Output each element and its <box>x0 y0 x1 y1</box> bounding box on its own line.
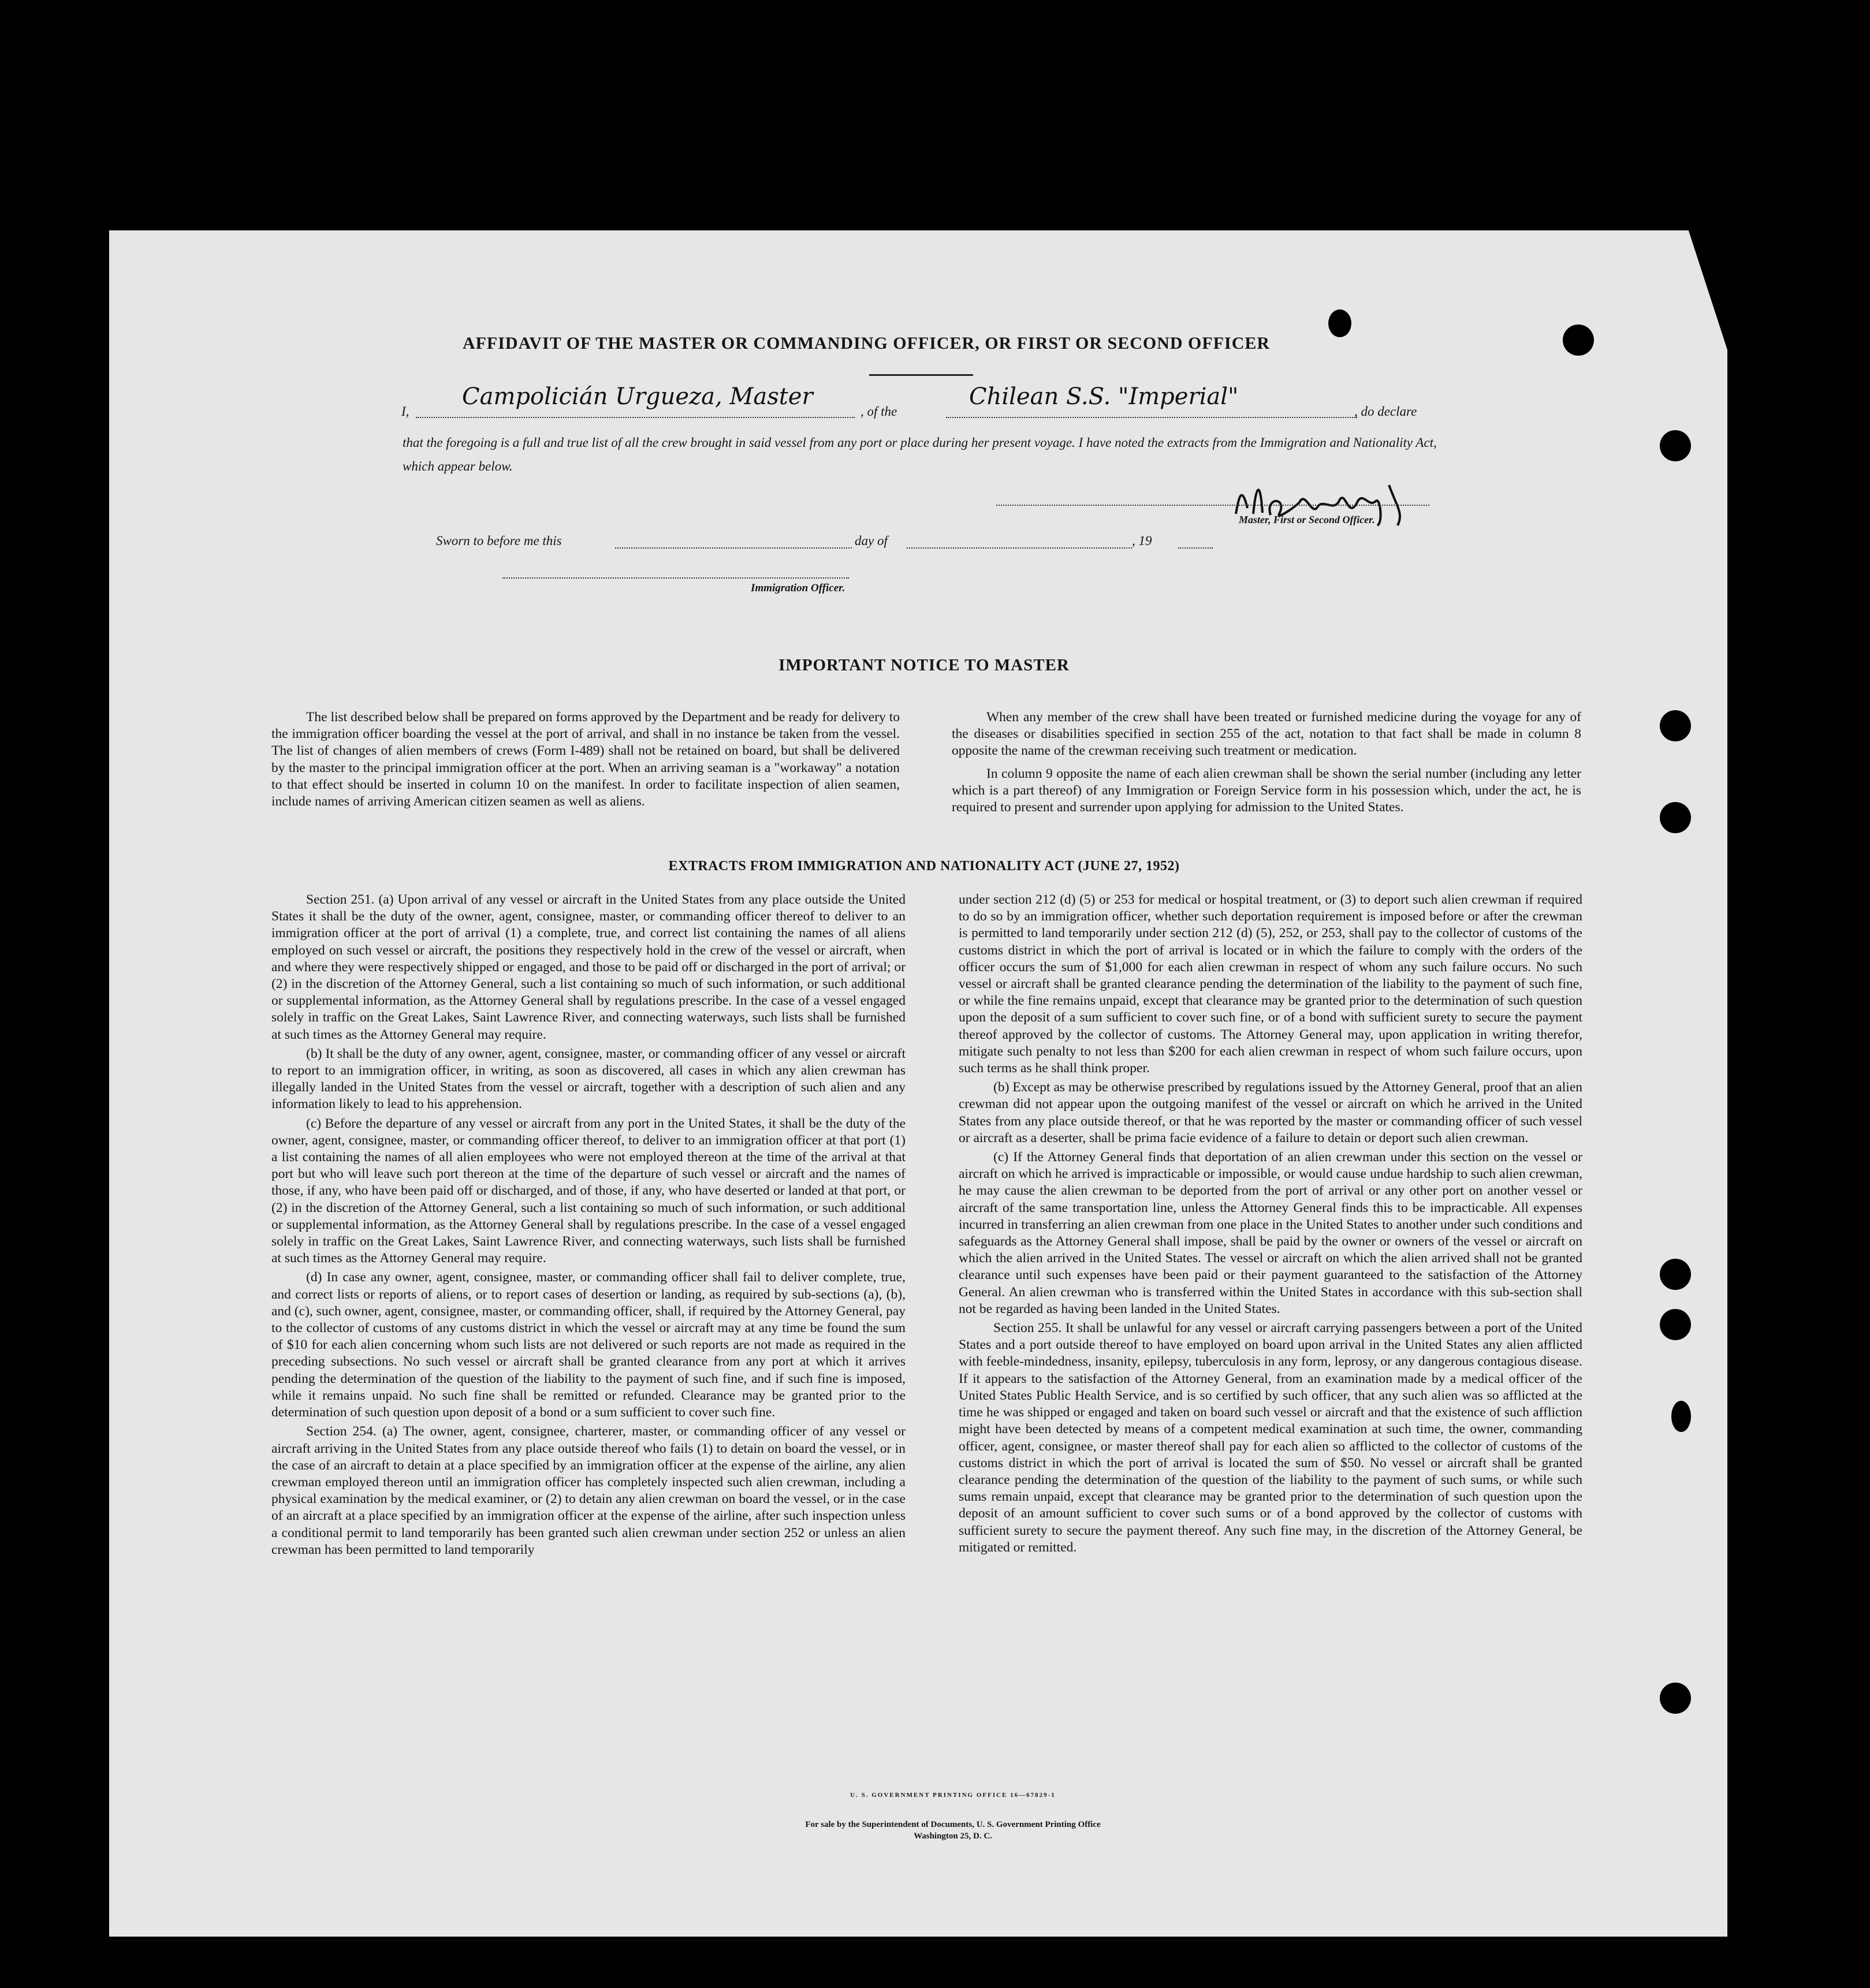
section-251-c: (c) Before the departure of any vessel or aircraft from any port in the United States, it shall be the duty of the owner, agent, consignee, master, or commanding officer thereof, to deliver to an immigration officer at that port (1) a list containing the names of all alien employees who were not employed thereon at the time of the arrival at that port but who will leave such port thereon at the time of the departure of such vessel or aircraft and the names of those, if any, who have been paid off or discharged, and of those, if any, who have deserted or landed at that port, or (2) in the discretion of the Attorney General, such a list containing so much of such information, or such additional or supplemental information, as the Attorney General shall by regulations prescribe. In the case of a vessel engaged solely in traffic on the Great Lakes, Saint Lawrence River, and connecting waterways, such lists shall be furnished at such times as the Attorney General may require. <box>271 1116 906 1266</box>
extracts-title: EXTRACTS FROM IMMIGRATION AND NATIONALITY ACT (JUNE 27, 1952) <box>668 859 1180 874</box>
affidavit-title: AFFIDAVIT OF THE MASTER OR COMMANDING OFFICER, OR FIRST OR SECOND OFFICER <box>462 334 1271 353</box>
punch-hole <box>1660 1683 1691 1714</box>
notice-right-paragraph-2: In column 9 opposite the name of each alien crewman shall be shown the serial number (including any letter which is a part thereof) of any Immigration or Foreign Service form in his possession which, under the act, he is required to present and surrender upon applying for admission to the United States. <box>952 766 1581 815</box>
vessel-name-handwriting: Chilean S.S. "Imperial" <box>969 383 1239 410</box>
notice-right-paragraph-1: When any member of the crew shall have been treated or furnished medicine during the voyage for any of the diseases or disabilities specified in section 255 of the act, notation to that fact shall be made in column 8 opposite the name of the crewman receiving such treatment or medication. <box>952 710 1581 759</box>
section-251-a: Section 251. (a) Upon arrival of any vessel or aircraft in the United States from any place outside the United States it shall be the duty of the owner, agent, consignee, master, or commanding officer thereof to deliver to an immigration officer at the port of arrival (1) a complete, true, and correct list containing the names of all aliens employed on such vessel or aircraft, the positions they respectively hold in the crew of the vessel or aircraft, when and where they were respectively shipped or engaged, and those to be paid off or discharged in the port of arrival; or (2) in the discretion of the Attorney General, such a list containing so much of such information, or such additional or supplemental information, as the Attorney General shall by regulations prescribe. In the case of a vessel engaged solely in traffic on the Great Lakes, Saint Lawrence River, and connecting waterways, such lists shall be furnished at such times as the Attorney General may require. <box>271 892 906 1042</box>
section-254-b: (b) Except as may be otherwise prescribed by regulations issued by the Attorney General, proof that an alien crewman did not appear upon the outgoing manifest of the vessel or aircraft on which he arrived in the United States from any place outside thereof, or that he was reported by the master or commanding officer of such vessel or aircraft as a deserter, shall be prima facie evidence of a failure to detain or deport such alien crewman. <box>959 1080 1582 1146</box>
section-254-a: Section 254. (a) The owner, agent, consignee, charterer, master, or commanding officer of any vessel or aircraft arriving in the United States from any place outside thereof who fails (1) to detain on board the vessel, or in the case of an aircraft to detain at a place specified by an immigration officer at the expense of the airline, any alien crewman employed thereon until an immigration officer has completely inspected such alien crewman, including a physical examination by the medical examiner, or (2) to detain any alien crewman on board the vessel, or in the case of an aircraft at a place specified by an immigration officer at the expense of the airline, after such inspection unless a conditional permit to land temporarily has been granted such alien crewman under section 252 or unless an alien crewman has been permitted to land temporarily <box>271 1424 906 1557</box>
punch-hole <box>1328 309 1351 337</box>
punch-hole <box>1671 1401 1691 1432</box>
punch-hole <box>1660 1309 1691 1340</box>
signature-caption: Master, First or Second Officer. <box>1239 514 1375 525</box>
notice-left-paragraph: The list described below shall be prepared on forms approved by the Department and be ready for delivery to the immigration officer boarding the vessel at the port of arrival, and shall in no instance be taken from the vessel. The list of changes of alien members of crews (Form I-489) shall not be retained on board, but shall be delivered by the master to the principal immigration officer at the port. When an arriving seaman is a "workaway" a notation to that effect should be inserted in column 10 on the manifest. In order to facilitate inspection of alien seamen, include names of arriving American citizen seamen as well as aliens. <box>271 710 900 810</box>
affidavit-do-declare: , do declare <box>1354 404 1417 419</box>
master-name-handwriting: Campolicián Urgueza, Master <box>462 383 813 410</box>
sale-line-2: Washington 25, D. C. <box>914 1832 992 1841</box>
affidavit-declaration: that the foregoing is a full and true list of all the crew brought in said vessel from any port or place during her present voyage. I have noted the extracts from the Immigration and Nationality Act, which appear below. <box>403 435 1437 473</box>
notice-left-column <box>271 709 900 812</box>
section-254-c: (c) If the Attorney General finds that deportation of an alien crewman under this section on the vessel or aircraft on which he arrived is impracticable or impossible, or would cause undue hardship to such alien crewman, he may cause the alien crewman to be deported from the port of arrival or any other port on another vessel or aircraft of the same transportation line, unless the Attorney General finds this to be impracticable. All expenses incurred in transferring an alien crewman from one place in the United States to another under such conditions and safeguards as the Attorney General shall impose, shall be paid by the owner or owners of the vessel or aircraft on which the alien arrived in the United States. The vessel or aircraft on which the alien arrived shall not be granted clearance until such expenses have been paid or their payment guaranteed to the satisfaction of the Attorney General. An alien crewman who is transferred within the United States in accordance with this sub-section shall not be regarded as having been landed in the United States. <box>959 1150 1582 1316</box>
sale-notice <box>635 1819 1271 1842</box>
punch-hole <box>1660 430 1691 461</box>
section-251-b: (b) It shall be the duty of any owner, agent, consignee, master, or commanding officer of any vessel or aircraft to report to an immigration officer, in writing, as soon as discovered, all cases in which any alien crewman has illegally landed in the United States from the vessel or aircraft, together with a description of such alien and any information likely to lead to his apprehension. <box>271 1046 906 1112</box>
signature-line <box>996 505 1429 506</box>
punch-hole <box>1563 325 1594 356</box>
section-255: Section 255. It shall be unlawful for any vessel or aircraft carrying passengers between a port of the United States and a port outside thereof to have employed on board upon arrival in the United States any alien afflicted with feeble-mindedness, insanity, epilepsy, tuberculosis in any form, leprosy, or any dangerous contagious disease. If it appears to the satisfaction of the Attorney General, from an examination made by a medical officer of the United States Public Health Service, and is so certified by such officer, that any such alien was so afflicted at the time he was shipped or engaged and taken on board such vessel or aircraft and that the existence of such affliction might have been detected by means of a competent medical examination at such time, the owner, commanding officer, agent, consignee, or master thereof shall pay for each alien so afflicted to the collector of customs of the customs district in which the port of arrival is located the sum of $50. No vessel or aircraft shall be granted clearance pending the determination of the question of the liability to the payment of such sums, or while such sums remain unpaid, except that clearance may be granted prior to the determination of such question upon the deposit of an amount sufficient to cover such sums or of a bond approved by the collector of customs with sufficient surety to secure the payment thereof. Any such fine may, in the discretion of the Attorney General, be mitigated or remitted. <box>959 1321 1582 1555</box>
vessel-name-field <box>946 383 1357 418</box>
section-254-a-continued: under section 212 (d) (5) or 253 for medical or hospital treatment, or (3) to deport such alien crewman if required to do so by an immigration officer, whether such deportation requirement is imposed before or after the crewman is permitted to land temporarily under section 212 (d) (5), 252, or 253, shall pay to the collector of customs of the customs district in which the port of arrival is located or in which the failure to comply with the orders of the officer occurs the sum of $1,000 for each alien crewman in respect of whom any such failure occurs. No such vessel or aircraft shall be granted clearance pending the determination of the liability to the payment of such fine, or while the fine remains unpaid, except that clearance may be granted prior to the determination of such question upon the deposit of a sum sufficient to cover such fine, or of a bond with sufficient surety to secure the payment thereof approved by the collector of customs. The Attorney General may, upon application in writing therefor, mitigate such penalty to not less than $200 for each alien crewman in respect of whom such failure occurs, upon such terms as he shall think proper. <box>959 892 1582 1076</box>
extracts-right-column <box>959 892 1582 1558</box>
notice-right-column <box>952 709 1581 818</box>
immigration-officer-label: Immigration Officer. <box>751 582 845 594</box>
master-name-field <box>416 383 855 418</box>
day-of-label: day of <box>855 534 888 548</box>
sworn-month-field <box>907 540 1132 549</box>
punch-hole <box>1660 1259 1691 1290</box>
section-251-d: (d) In case any owner, agent, consignee, master, or commanding officer shall fail to deliver complete, true, and correct lists or reports of aliens, or to report cases of desertion or landing, as required by sub-sections (a), (b), and (c), such owner, agent, consignee, master, or commanding officer, shall, if required by the Attorney General, pay to the collector of customs of any customs district in which the vessel or aircraft may at any time be found the sum of $10 for each alien concerning whom such lists are not delivered or such reports are not made as required in the preceding subsections. No such vessel or aircraft shall be granted clearance from any port at which it arrives pending the determination of the question of the liability to the payment of such fine, and if such fine is imposed, while it remains unpaid. No such fine shall be remitted or refunded. Clearance may be granted prior to the determination of such question upon deposit of a bond or a sum sufficient to cover such fine. <box>271 1270 906 1420</box>
affidavit-i: I, <box>401 404 409 419</box>
printing-office-imprint: U. S. GOVERNMENT PRINTING OFFICE 16—67829-1 <box>850 1792 1056 1799</box>
officer-signature-line <box>502 572 849 579</box>
sworn-year-field <box>1178 540 1213 549</box>
punch-hole <box>1660 802 1691 833</box>
year-prefix: , 19 <box>1132 534 1152 548</box>
sale-line-1: For sale by the Superintendent of Documents, U. S. Government Printing Office <box>805 1820 1101 1829</box>
title-rule <box>869 374 973 376</box>
affidavit-of-the: , of the <box>861 404 897 419</box>
punch-hole <box>1660 710 1691 741</box>
sworn-day-field <box>615 540 852 549</box>
extracts-left-column <box>271 892 906 1561</box>
notice-title: IMPORTANT NOTICE TO MASTER <box>778 656 1070 674</box>
sworn-prefix: Sworn to before me this <box>436 534 562 548</box>
